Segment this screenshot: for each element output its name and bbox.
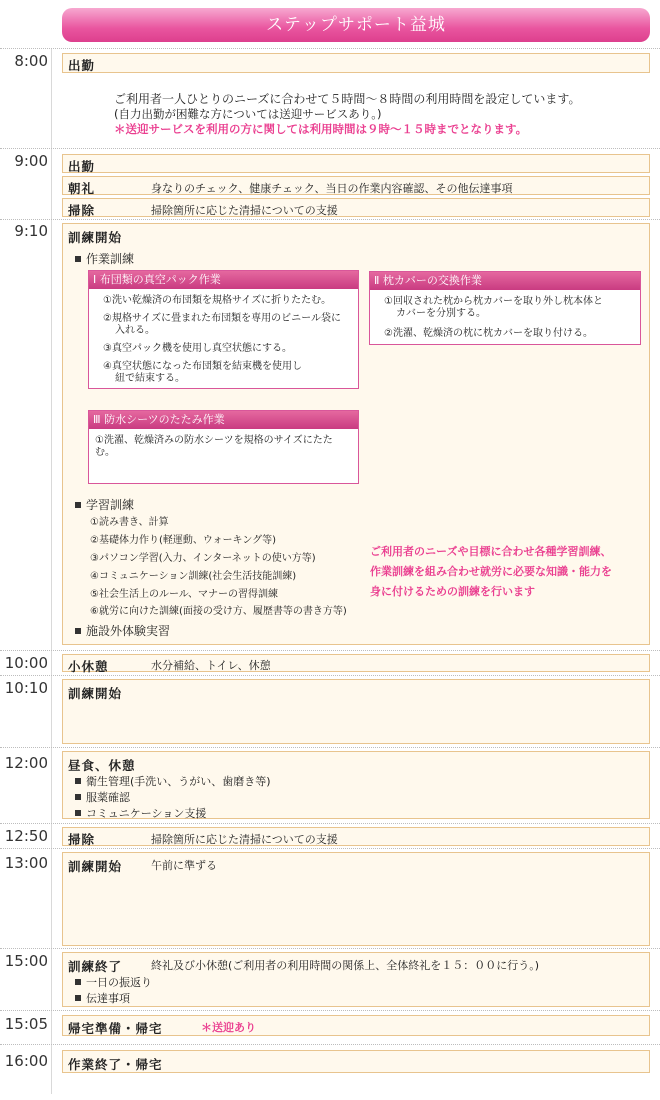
row-divider <box>0 148 660 149</box>
section-text: 終礼及び小休憩(ご利用者の利用時間の関係上、全体終礼を１５：００に行う。) <box>151 959 540 972</box>
row-divider <box>0 219 660 220</box>
outside-training-title: 施設外体験実習 <box>75 622 170 639</box>
schedule-box-lunch <box>62 751 650 819</box>
task-card <box>369 271 641 345</box>
study-item: ⑤社会生活上のルール、マナーの習得訓練 <box>90 589 278 600</box>
study-item: ⑥就労に向けた訓練(面接の受け方、履歴書等の書き方等) <box>90 606 347 617</box>
training-note: ご利用者のニーズや目標に合わせ各種学習訓練、 作業訓練を組み合わせ就労に必要な知識・能力を 身に付けるための訓練を行います <box>370 545 612 598</box>
schedule-box-work-end <box>62 1050 650 1073</box>
time-label: 10:00 <box>4 654 48 672</box>
section-label: 出勤 <box>68 58 96 73</box>
task-step: ②洗濯、乾燥済の枕に枕カバーを取り付ける。 <box>384 328 593 339</box>
task-step: ④真空状態になった布団類を結束機を使用し <box>103 361 302 372</box>
section-text: 掃除箇所に応じた清掃についての支援 <box>151 833 338 846</box>
section-text: 掃除箇所に応じた清掃についての支援 <box>151 204 338 217</box>
row-divider <box>0 747 660 748</box>
task-card <box>88 270 359 389</box>
transport-note: ＊送迎あり <box>201 1021 256 1034</box>
time-label: 12:00 <box>4 754 48 772</box>
schedule-box-cleaning <box>62 827 650 846</box>
intro-pink-note: ＊送迎サービスを利用の方に関しては利用時間は９時～１５時までとなります。 <box>114 122 528 136</box>
schedule-box-arrival <box>62 53 650 73</box>
section-text: 水分補給、トイレ、休憩 <box>151 659 271 672</box>
page-title: ステップサポート益城 <box>62 8 650 42</box>
time-label: 15:05 <box>4 1015 48 1033</box>
task-step: ②規格サイズに畳まれた布団類を専用のビニール袋に <box>103 313 341 324</box>
task-step: ①回収された枕から枕カバーを取り外し枕本体と <box>384 296 603 307</box>
section-label: 小休憩 <box>68 659 109 674</box>
schedule-box-short-break <box>62 654 650 672</box>
end-item: 一日の振返り <box>75 974 152 990</box>
section-label: 掃除 <box>68 832 96 847</box>
schedule-box-go-home <box>62 1015 650 1036</box>
schedule-box-cleaning <box>62 198 650 217</box>
task-step: 入れる。 <box>115 325 155 336</box>
study-item: ①読み書き、計算 <box>90 517 169 528</box>
time-label: 9:10 <box>14 222 48 240</box>
task-step: ①洗い乾燥済の布団類を規格サイズに折りたたむ。 <box>103 295 332 306</box>
task-step: ①洗濯、乾燥済みの防水シーツを規格のサイズにたたむ。 <box>95 435 333 458</box>
section-label: 訓練開始 <box>68 859 123 874</box>
task-card-title: Ⅰ 布団類の真空パック作業 <box>89 271 358 289</box>
intro-text: ご利用者一人ひとりのニーズに合わせて５時間～８時間の利用時間を設定しています。 <box>114 92 581 106</box>
section-label: 出勤 <box>68 159 96 174</box>
section-label: 掃除 <box>68 203 96 218</box>
row-divider <box>0 1044 660 1045</box>
schedule-box-training <box>62 679 650 744</box>
time-label: 12:50 <box>4 827 48 845</box>
time-label: 9:00 <box>14 152 48 170</box>
schedule-box-training-end <box>62 952 650 1007</box>
section-text: 午前に準ずる <box>151 859 217 872</box>
section-text: 身なりのチェック、健康チェック、当日の作業内容確認、その他伝達事項 <box>151 182 513 195</box>
study-training-title: 学習訓練 <box>75 496 134 513</box>
schedule-box-morning-meeting <box>62 176 650 195</box>
section-label: 訓練開始 <box>68 686 123 701</box>
study-item: ③パソコン学習(入力、インターネットの使い方等) <box>90 553 316 564</box>
end-item: 伝達事項 <box>75 990 130 1006</box>
row-divider <box>0 1010 660 1011</box>
row-divider <box>0 948 660 949</box>
section-label: 訓練終了 <box>68 959 123 974</box>
study-item: ④コミュニケーション訓練(社会生活技能訓練) <box>90 571 297 582</box>
task-step: 紐で結束する。 <box>115 373 185 384</box>
study-item: ②基礎体力作り(軽運動、ウォーキング等) <box>90 535 277 546</box>
row-divider <box>0 848 660 849</box>
intro-note: (自力出勤が困難な方については送迎サービスあり。) <box>114 107 382 121</box>
section-label: 朝礼 <box>68 181 96 196</box>
schedule-box-arrival <box>62 154 650 173</box>
task-step: カバーを分別する。 <box>396 308 486 319</box>
lunch-item: 衛生管理(手洗い、うがい、歯磨き等) <box>75 773 271 789</box>
task-card <box>88 410 359 484</box>
section-label: 昼食、休憩 <box>68 758 136 773</box>
work-training-title: 作業訓練 <box>75 250 134 267</box>
section-label: 帰宅準備・帰宅 <box>68 1021 163 1036</box>
task-card-title: Ⅱ 枕カバーの交換作業 <box>370 272 640 290</box>
task-card-title: Ⅲ 防水シーツのたたみ作業 <box>89 411 358 429</box>
lunch-item: コミュニケーション支援 <box>75 805 206 821</box>
section-label: 作業終了・帰宅 <box>68 1057 163 1072</box>
row-divider <box>0 675 660 676</box>
time-label: 15:00 <box>4 952 48 970</box>
section-label: 訓練開始 <box>68 230 123 245</box>
lunch-item: 服薬確認 <box>75 789 130 805</box>
task-step: ③真空パック機を使用し真空状態にする。 <box>103 343 292 354</box>
time-label: 13:00 <box>4 854 48 872</box>
row-divider <box>0 650 660 651</box>
time-label: 10:10 <box>4 679 48 697</box>
row-divider <box>0 823 660 824</box>
timeline-axis <box>51 48 52 1094</box>
time-label: 8:00 <box>14 52 48 70</box>
time-label: 16:00 <box>4 1052 48 1070</box>
schedule-box-training <box>62 852 650 946</box>
row-divider <box>0 48 660 49</box>
